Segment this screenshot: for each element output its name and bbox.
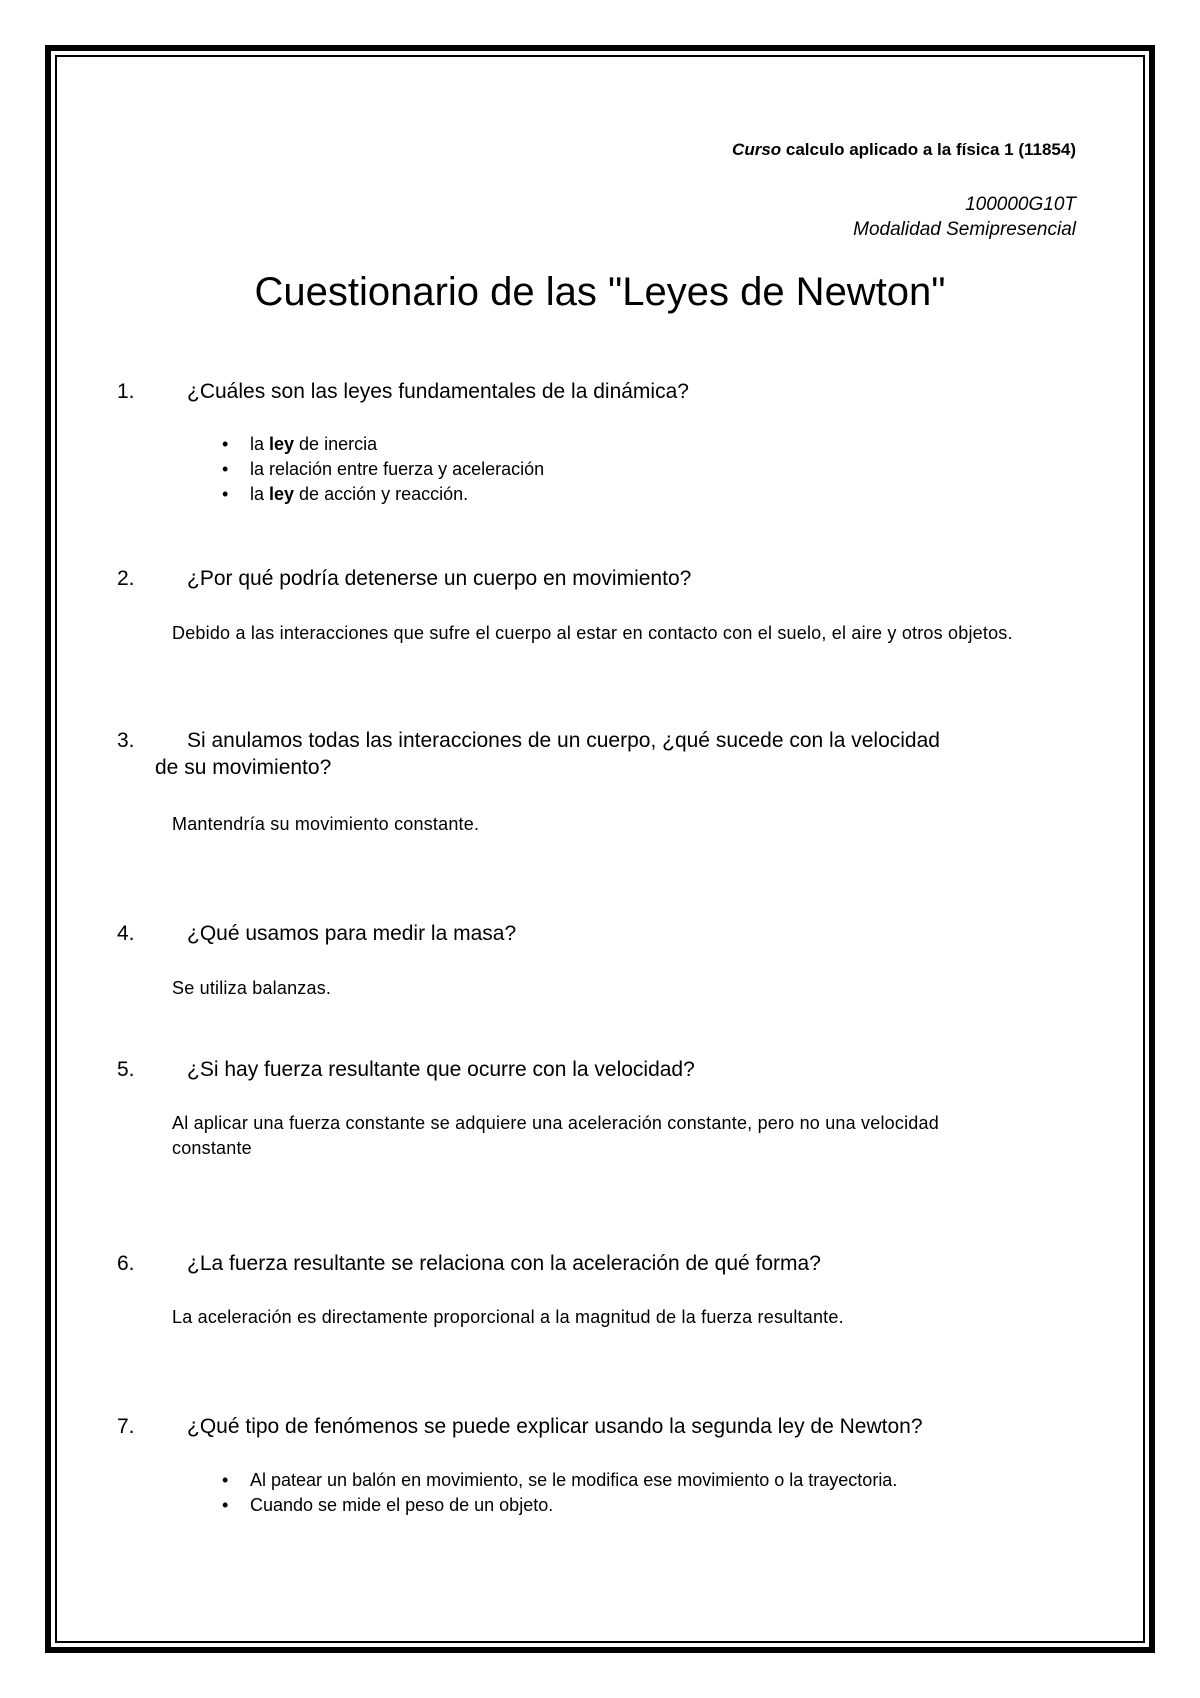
question-1 [117, 378, 1067, 405]
list-item: • la ley de acción y reacción. [222, 482, 544, 507]
question-6 [117, 1250, 1067, 1277]
bullet-icon: • [222, 434, 229, 454]
modality: Modalidad Semipresencial [853, 219, 1076, 240]
question-number: 4. [117, 922, 135, 945]
question-text: Si anulamos todas las interacciones de un cuerpo, ¿qué sucede con la velocidad [187, 729, 940, 752]
bullet-icon: • [222, 459, 229, 479]
bullet-icon: • [222, 1495, 229, 1515]
question-number: 5. [117, 1058, 135, 1081]
question-7-bullets [222, 1468, 897, 1518]
list-item: • Cuando se mide el peso de un objeto. [222, 1493, 897, 1518]
question-number: 6. [117, 1252, 135, 1275]
question-1-bullets [222, 432, 544, 507]
question-number: 7. [117, 1415, 135, 1438]
question-number: 1. [117, 380, 135, 403]
question-text: ¿Si hay fuerza resultante que ocurre con la velocidad? [187, 1058, 695, 1081]
list-item: • la relación entre fuerza y aceleración [222, 457, 544, 482]
question-text-cont: de su movimiento? [155, 756, 332, 779]
course-code: 100000G10T [965, 194, 1076, 215]
question-text: ¿Qué usamos para medir la masa? [187, 922, 517, 945]
course-text: calculo aplicado a la física 1 (11854) [781, 140, 1076, 159]
question-text: ¿Qué tipo de fenómenos se puede explicar usando la segunda ley de Newton? [187, 1415, 923, 1438]
answer-3: Mantendría su movimiento constante. [172, 814, 480, 834]
course-line [732, 140, 1076, 160]
course-code-block [853, 192, 1076, 242]
question-2 [117, 565, 1067, 592]
question-5 [117, 1056, 1067, 1083]
answer-5: Al aplicar una fuerza constante se adquiere una aceleración constante, pero no una velocidad constante [172, 1113, 939, 1158]
question-4 [117, 920, 1067, 947]
question-text: ¿La fuerza resultante se relaciona con la aceleración de qué forma? [187, 1252, 821, 1275]
page-title: Cuestionario de las "Leyes de Newton" [254, 270, 946, 314]
answer-2: Debido a las interacciones que sufre el cuerpo al estar en contacto con el suelo, el aire y otros objetos. [172, 623, 1013, 643]
bullet-icon: • [222, 1470, 229, 1490]
answer-6: La aceleración es directamente proporcional a la magnitud de la fuerza resultante. [172, 1307, 844, 1327]
course-label: Curso [732, 140, 782, 159]
question-text: ¿Por qué podría detenerse un cuerpo en movimiento? [187, 567, 692, 590]
list-item: • Al patear un balón en movimiento, se le modifica ese movimiento o la trayectoria. [222, 1468, 897, 1493]
question-7 [117, 1413, 1067, 1440]
list-item: • la ley de inercia [222, 432, 544, 457]
bullet-icon: • [222, 484, 229, 504]
answer-4: Se utiliza balanzas. [172, 978, 332, 998]
question-3 [117, 727, 1067, 781]
question-text: ¿Cuáles son las leyes fundamentales de la dinámica? [187, 380, 689, 403]
question-number: 2. [117, 567, 135, 590]
question-number: 3. [117, 729, 135, 752]
